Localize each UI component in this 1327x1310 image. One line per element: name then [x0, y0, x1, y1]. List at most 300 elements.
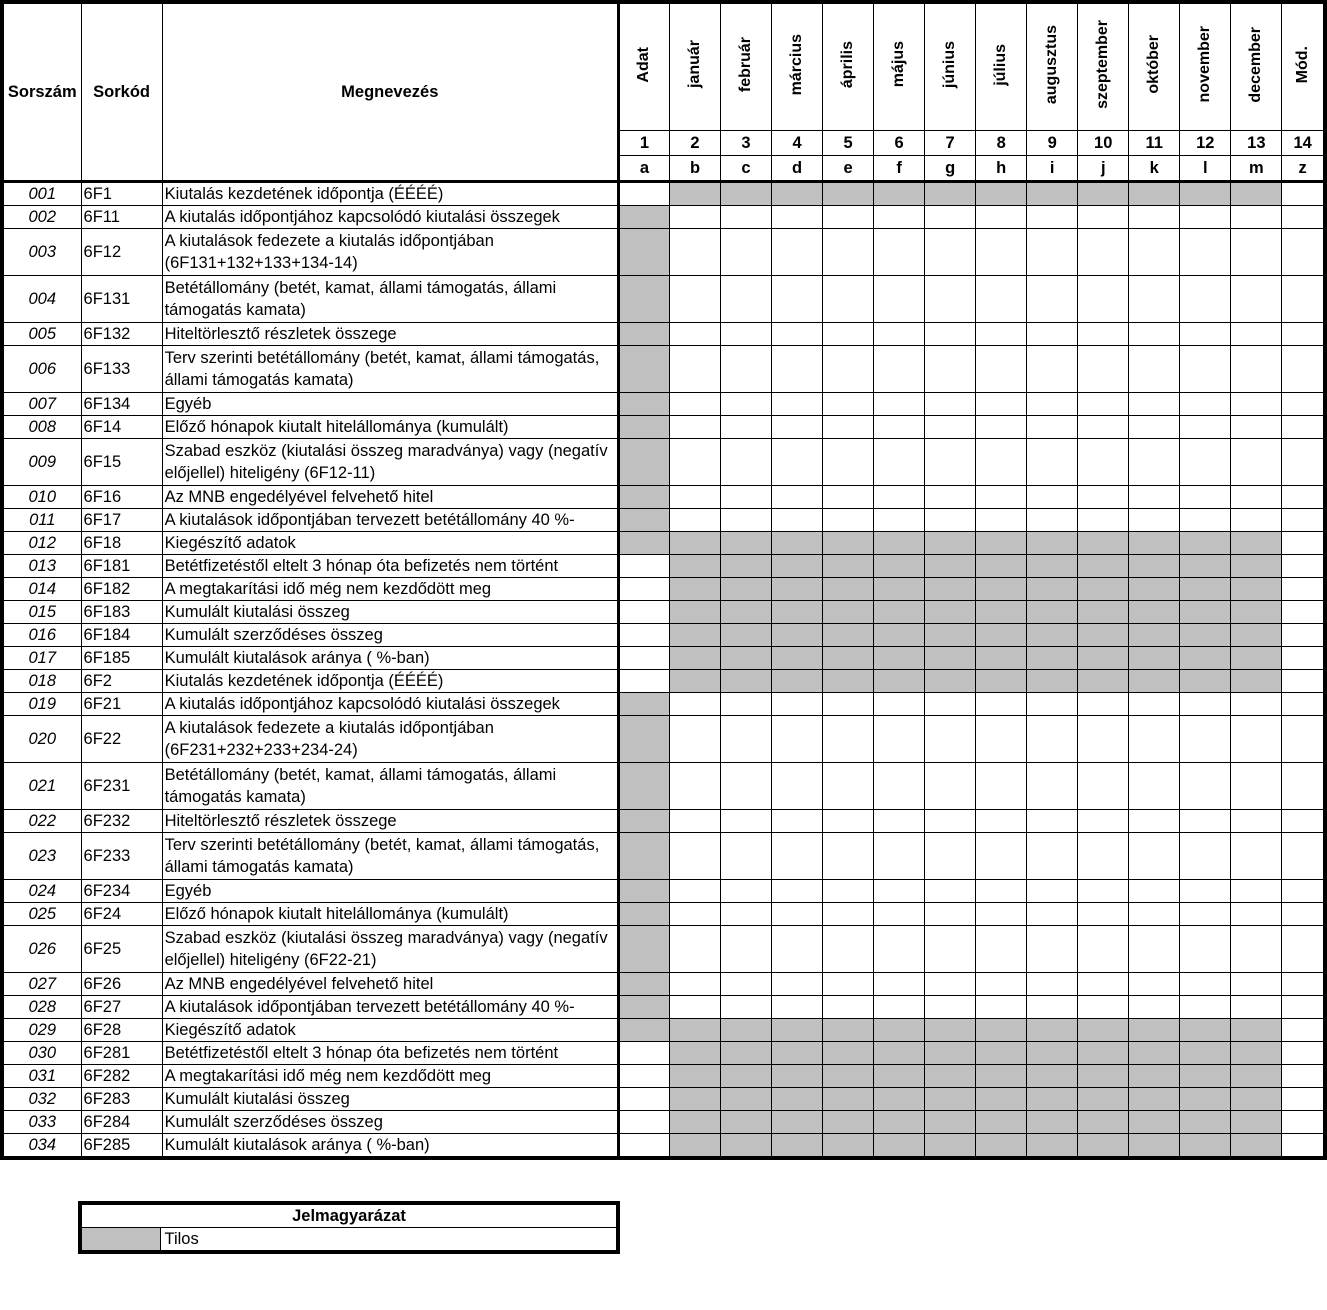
input-cell[interactable] — [1180, 880, 1231, 903]
input-cell[interactable] — [669, 486, 720, 509]
input-cell[interactable] — [1027, 716, 1078, 763]
input-cell[interactable] — [976, 229, 1027, 276]
input-cell[interactable] — [823, 926, 874, 973]
input-cell[interactable] — [1282, 996, 1325, 1019]
input-cell[interactable] — [721, 393, 772, 416]
input-cell[interactable] — [925, 763, 976, 810]
input-cell[interactable] — [1282, 1065, 1325, 1088]
input-cell[interactable] — [721, 229, 772, 276]
input-cell[interactable] — [1282, 416, 1325, 439]
input-cell[interactable] — [772, 346, 823, 393]
input-cell[interactable] — [1231, 880, 1282, 903]
input-cell[interactable] — [1027, 439, 1078, 486]
input-cell[interactable] — [669, 996, 720, 1019]
input-cell[interactable] — [1027, 693, 1078, 716]
input-cell[interactable] — [618, 1065, 669, 1088]
input-cell[interactable] — [874, 416, 925, 439]
input-cell[interactable] — [1027, 509, 1078, 532]
input-cell[interactable] — [669, 346, 720, 393]
header-megnevezes: Megnevezés — [162, 2, 618, 182]
input-cell[interactable] — [772, 833, 823, 880]
input-cell[interactable] — [1282, 1134, 1325, 1159]
input-cell[interactable] — [1129, 439, 1180, 486]
input-cell[interactable] — [1282, 532, 1325, 555]
input-cell[interactable] — [823, 716, 874, 763]
input-cell[interactable] — [721, 810, 772, 833]
input-cell[interactable] — [721, 416, 772, 439]
input-cell[interactable] — [1129, 833, 1180, 880]
input-cell[interactable] — [1282, 903, 1325, 926]
input-cell[interactable] — [1027, 903, 1078, 926]
input-cell[interactable] — [1282, 601, 1325, 624]
input-cell[interactable] — [1078, 996, 1129, 1019]
input-cell[interactable] — [1078, 206, 1129, 229]
input-cell[interactable] — [772, 393, 823, 416]
input-cell[interactable] — [1078, 693, 1129, 716]
input-cell[interactable] — [1231, 926, 1282, 973]
input-cell[interactable] — [1129, 486, 1180, 509]
row-number: 016 — [2, 624, 81, 647]
input-cell[interactable] — [925, 416, 976, 439]
input-cell[interactable] — [772, 693, 823, 716]
input-cell[interactable] — [925, 509, 976, 532]
input-cell[interactable] — [823, 763, 874, 810]
input-cell[interactable] — [1231, 393, 1282, 416]
input-cell[interactable] — [925, 393, 976, 416]
input-cell[interactable] — [925, 716, 976, 763]
input-cell[interactable] — [1180, 693, 1231, 716]
input-cell[interactable] — [669, 206, 720, 229]
input-cell[interactable] — [976, 439, 1027, 486]
input-cell[interactable] — [1129, 973, 1180, 996]
input-cell[interactable] — [721, 509, 772, 532]
input-cell[interactable] — [772, 996, 823, 1019]
input-cell[interactable] — [721, 276, 772, 323]
input-cell[interactable] — [823, 693, 874, 716]
input-cell[interactable] — [1231, 973, 1282, 996]
input-cell[interactable] — [874, 206, 925, 229]
input-cell[interactable] — [1282, 1042, 1325, 1065]
input-cell[interactable] — [1282, 323, 1325, 346]
input-cell[interactable] — [1282, 833, 1325, 880]
input-cell[interactable] — [823, 346, 874, 393]
input-cell[interactable] — [1180, 229, 1231, 276]
input-cell[interactable] — [618, 1111, 669, 1134]
input-cell[interactable] — [976, 880, 1027, 903]
input-cell[interactable] — [1078, 509, 1129, 532]
input-cell[interactable] — [721, 880, 772, 903]
input-cell[interactable] — [1231, 416, 1282, 439]
input-cell[interactable] — [976, 393, 1027, 416]
input-cell[interactable] — [669, 763, 720, 810]
input-cell[interactable] — [1027, 346, 1078, 393]
input-cell[interactable] — [925, 439, 976, 486]
input-cell[interactable] — [976, 206, 1027, 229]
input-cell[interactable] — [721, 996, 772, 1019]
input-cell[interactable] — [1282, 346, 1325, 393]
input-cell[interactable] — [1282, 509, 1325, 532]
input-cell[interactable] — [1180, 346, 1231, 393]
input-cell[interactable] — [823, 833, 874, 880]
input-cell[interactable] — [669, 276, 720, 323]
input-cell[interactable] — [669, 973, 720, 996]
input-cell[interactable] — [976, 346, 1027, 393]
forbidden-cell — [1129, 670, 1180, 693]
input-cell[interactable] — [1180, 716, 1231, 763]
input-cell[interactable] — [618, 555, 669, 578]
input-cell[interactable] — [823, 323, 874, 346]
input-cell[interactable] — [1078, 716, 1129, 763]
input-cell[interactable] — [1180, 439, 1231, 486]
input-cell[interactable] — [618, 670, 669, 693]
input-cell[interactable] — [1027, 229, 1078, 276]
input-cell[interactable] — [721, 973, 772, 996]
input-cell[interactable] — [1231, 996, 1282, 1019]
row-number: 010 — [2, 486, 81, 509]
input-cell[interactable] — [669, 693, 720, 716]
input-cell[interactable] — [925, 693, 976, 716]
input-cell[interactable] — [925, 323, 976, 346]
input-cell[interactable] — [1027, 486, 1078, 509]
input-cell[interactable] — [1078, 276, 1129, 323]
input-cell[interactable] — [1282, 206, 1325, 229]
input-cell[interactable] — [1078, 439, 1129, 486]
input-cell[interactable] — [1231, 323, 1282, 346]
input-cell[interactable] — [874, 763, 925, 810]
input-cell[interactable] — [1129, 810, 1180, 833]
input-cell[interactable] — [925, 276, 976, 323]
input-cell[interactable] — [1078, 486, 1129, 509]
input-cell[interactable] — [1180, 833, 1231, 880]
input-cell[interactable] — [1078, 973, 1129, 996]
input-cell[interactable] — [1027, 810, 1078, 833]
input-cell[interactable] — [1231, 346, 1282, 393]
input-cell[interactable] — [976, 810, 1027, 833]
table-row — [2, 1019, 1325, 1042]
input-cell[interactable] — [669, 716, 720, 763]
input-cell[interactable] — [925, 880, 976, 903]
input-cell[interactable] — [874, 323, 925, 346]
input-cell[interactable] — [772, 763, 823, 810]
input-cell[interactable] — [1282, 182, 1325, 206]
input-cell[interactable] — [1282, 716, 1325, 763]
input-cell[interactable] — [669, 926, 720, 973]
input-cell[interactable] — [721, 206, 772, 229]
input-cell[interactable] — [976, 323, 1027, 346]
input-cell[interactable] — [874, 693, 925, 716]
input-cell[interactable] — [823, 903, 874, 926]
input-cell[interactable] — [1231, 693, 1282, 716]
input-cell[interactable] — [721, 346, 772, 393]
input-cell[interactable] — [772, 323, 823, 346]
input-cell[interactable] — [874, 926, 925, 973]
input-cell[interactable] — [1282, 624, 1325, 647]
input-cell[interactable] — [1078, 810, 1129, 833]
input-cell[interactable] — [1180, 276, 1231, 323]
input-cell[interactable] — [1027, 206, 1078, 229]
forbidden-cell — [618, 763, 669, 810]
input-cell[interactable] — [772, 880, 823, 903]
input-cell[interactable] — [1129, 229, 1180, 276]
input-cell[interactable] — [1027, 833, 1078, 880]
input-cell[interactable] — [925, 996, 976, 1019]
input-cell[interactable] — [1180, 323, 1231, 346]
input-cell[interactable] — [772, 973, 823, 996]
input-cell[interactable] — [1231, 439, 1282, 486]
input-cell[interactable] — [1180, 393, 1231, 416]
input-cell[interactable] — [823, 509, 874, 532]
input-cell[interactable] — [669, 903, 720, 926]
input-cell[interactable] — [823, 996, 874, 1019]
input-cell[interactable] — [874, 509, 925, 532]
forbidden-cell — [1027, 670, 1078, 693]
input-cell[interactable] — [1231, 716, 1282, 763]
input-cell[interactable] — [669, 416, 720, 439]
input-cell[interactable] — [976, 996, 1027, 1019]
input-cell[interactable] — [1078, 903, 1129, 926]
input-cell[interactable] — [976, 416, 1027, 439]
input-cell[interactable] — [1129, 716, 1180, 763]
input-cell[interactable] — [772, 903, 823, 926]
input-cell[interactable] — [1078, 926, 1129, 973]
input-cell[interactable] — [1078, 323, 1129, 346]
input-cell[interactable] — [669, 323, 720, 346]
input-cell[interactable] — [1129, 323, 1180, 346]
column-number: 12 — [1180, 131, 1231, 156]
input-cell[interactable] — [1282, 555, 1325, 578]
input-cell[interactable] — [618, 1088, 669, 1111]
input-cell[interactable] — [669, 509, 720, 532]
input-cell[interactable] — [1129, 693, 1180, 716]
input-cell[interactable] — [1129, 926, 1180, 973]
input-cell[interactable] — [1231, 903, 1282, 926]
input-cell[interactable] — [669, 229, 720, 276]
input-cell[interactable] — [1282, 1088, 1325, 1111]
input-cell[interactable] — [1027, 416, 1078, 439]
input-cell[interactable] — [823, 973, 874, 996]
input-cell[interactable] — [1231, 276, 1282, 323]
input-cell[interactable] — [1078, 880, 1129, 903]
input-cell[interactable] — [874, 996, 925, 1019]
input-cell[interactable] — [976, 486, 1027, 509]
input-cell[interactable] — [1129, 763, 1180, 810]
input-cell[interactable] — [1180, 206, 1231, 229]
input-cell[interactable] — [925, 486, 976, 509]
input-cell[interactable] — [1180, 416, 1231, 439]
input-cell[interactable] — [874, 880, 925, 903]
input-cell[interactable] — [823, 810, 874, 833]
input-cell[interactable] — [1282, 578, 1325, 601]
input-cell[interactable] — [669, 810, 720, 833]
input-cell[interactable] — [1129, 416, 1180, 439]
input-cell[interactable] — [1282, 880, 1325, 903]
input-cell[interactable] — [669, 439, 720, 486]
input-cell[interactable] — [1180, 973, 1231, 996]
input-cell[interactable] — [1282, 670, 1325, 693]
input-cell[interactable] — [772, 416, 823, 439]
input-cell[interactable] — [772, 716, 823, 763]
input-cell[interactable] — [925, 346, 976, 393]
input-cell[interactable] — [1180, 763, 1231, 810]
input-cell[interactable] — [976, 276, 1027, 323]
input-cell[interactable] — [669, 880, 720, 903]
input-cell[interactable] — [1282, 1019, 1325, 1042]
input-cell[interactable] — [1078, 833, 1129, 880]
input-cell[interactable] — [1180, 486, 1231, 509]
input-cell[interactable] — [1027, 996, 1078, 1019]
input-cell[interactable] — [618, 624, 669, 647]
input-cell[interactable] — [1231, 763, 1282, 810]
input-cell[interactable] — [1231, 833, 1282, 880]
input-cell[interactable] — [669, 833, 720, 880]
input-cell[interactable] — [1129, 996, 1180, 1019]
input-cell[interactable] — [823, 880, 874, 903]
input-cell[interactable] — [874, 486, 925, 509]
input-cell[interactable] — [874, 810, 925, 833]
input-cell[interactable] — [1078, 393, 1129, 416]
input-cell[interactable] — [976, 903, 1027, 926]
input-cell[interactable] — [1231, 810, 1282, 833]
input-cell[interactable] — [823, 276, 874, 323]
input-cell[interactable] — [1078, 416, 1129, 439]
input-cell[interactable] — [721, 439, 772, 486]
input-cell[interactable] — [925, 833, 976, 880]
input-cell[interactable] — [618, 182, 669, 206]
input-cell[interactable] — [1129, 276, 1180, 323]
input-cell[interactable] — [976, 693, 1027, 716]
input-cell[interactable] — [874, 346, 925, 393]
input-cell[interactable] — [1282, 439, 1325, 486]
input-cell[interactable] — [976, 716, 1027, 763]
input-cell[interactable] — [1180, 810, 1231, 833]
input-cell[interactable] — [976, 973, 1027, 996]
input-cell[interactable] — [925, 206, 976, 229]
row-code: 6F285 — [81, 1134, 162, 1159]
input-cell[interactable] — [874, 229, 925, 276]
input-cell[interactable] — [1231, 509, 1282, 532]
input-cell[interactable] — [1027, 926, 1078, 973]
input-cell[interactable] — [618, 578, 669, 601]
input-cell[interactable] — [1027, 323, 1078, 346]
input-cell[interactable] — [721, 926, 772, 973]
input-cell[interactable] — [874, 973, 925, 996]
input-cell[interactable] — [925, 903, 976, 926]
input-cell[interactable] — [1282, 926, 1325, 973]
input-cell[interactable] — [976, 833, 1027, 880]
input-cell[interactable] — [772, 509, 823, 532]
input-cell[interactable] — [1180, 926, 1231, 973]
input-cell[interactable] — [618, 1134, 669, 1159]
input-cell[interactable] — [1027, 973, 1078, 996]
input-cell[interactable] — [1180, 903, 1231, 926]
row-name: Kumulált kiutalási összeg — [162, 1088, 618, 1111]
input-cell[interactable] — [618, 601, 669, 624]
input-cell[interactable] — [823, 206, 874, 229]
input-cell[interactable] — [772, 926, 823, 973]
input-cell[interactable] — [925, 926, 976, 973]
input-cell[interactable] — [1231, 229, 1282, 276]
input-cell[interactable] — [772, 439, 823, 486]
input-cell[interactable] — [1282, 276, 1325, 323]
input-cell[interactable] — [1282, 693, 1325, 716]
input-cell[interactable] — [1078, 229, 1129, 276]
input-cell[interactable] — [1078, 763, 1129, 810]
input-cell[interactable] — [721, 693, 772, 716]
input-cell[interactable] — [874, 276, 925, 323]
input-cell[interactable] — [1129, 880, 1180, 903]
input-cell[interactable] — [1027, 880, 1078, 903]
input-cell[interactable] — [874, 903, 925, 926]
input-cell[interactable] — [721, 716, 772, 763]
input-cell[interactable] — [823, 393, 874, 416]
input-cell[interactable] — [772, 206, 823, 229]
input-cell[interactable] — [1129, 903, 1180, 926]
input-cell[interactable] — [721, 323, 772, 346]
input-cell[interactable] — [721, 903, 772, 926]
input-cell[interactable] — [1027, 393, 1078, 416]
input-cell[interactable] — [772, 810, 823, 833]
input-cell[interactable] — [721, 486, 772, 509]
input-cell[interactable] — [1282, 810, 1325, 833]
input-cell[interactable] — [1129, 206, 1180, 229]
input-cell[interactable] — [874, 833, 925, 880]
input-cell[interactable] — [618, 647, 669, 670]
input-cell[interactable] — [669, 393, 720, 416]
input-cell[interactable] — [1282, 1111, 1325, 1134]
input-cell[interactable] — [976, 926, 1027, 973]
input-cell[interactable] — [1282, 647, 1325, 670]
input-cell[interactable] — [1129, 346, 1180, 393]
input-cell[interactable] — [1282, 763, 1325, 810]
input-cell[interactable] — [925, 973, 976, 996]
input-cell[interactable] — [823, 416, 874, 439]
input-cell[interactable] — [1078, 346, 1129, 393]
input-cell[interactable] — [1180, 996, 1231, 1019]
input-cell[interactable] — [874, 393, 925, 416]
input-cell[interactable] — [1282, 486, 1325, 509]
input-cell[interactable] — [823, 229, 874, 276]
input-cell[interactable] — [1231, 486, 1282, 509]
input-cell[interactable] — [1282, 393, 1325, 416]
forbidden-cell — [1231, 532, 1282, 555]
input-cell[interactable] — [976, 763, 1027, 810]
input-cell[interactable] — [1027, 763, 1078, 810]
input-cell[interactable] — [1129, 509, 1180, 532]
input-cell[interactable] — [772, 276, 823, 323]
input-cell[interactable] — [1282, 229, 1325, 276]
input-cell[interactable] — [721, 763, 772, 810]
row-name: A kiutalás időpontjához kapcsolódó kiutalási összegek — [162, 206, 618, 229]
input-cell[interactable] — [925, 810, 976, 833]
input-cell[interactable] — [772, 486, 823, 509]
input-cell[interactable] — [618, 1042, 669, 1065]
input-cell[interactable] — [823, 486, 874, 509]
input-cell[interactable] — [772, 229, 823, 276]
input-cell[interactable] — [1180, 509, 1231, 532]
input-cell[interactable] — [1027, 276, 1078, 323]
input-cell[interactable] — [1282, 973, 1325, 996]
input-cell[interactable] — [1231, 206, 1282, 229]
row-code: 6F17 — [81, 509, 162, 532]
input-cell[interactable] — [874, 439, 925, 486]
input-cell[interactable] — [874, 716, 925, 763]
input-cell[interactable] — [976, 509, 1027, 532]
input-cell[interactable] — [721, 833, 772, 880]
input-cell[interactable] — [925, 229, 976, 276]
input-cell[interactable] — [823, 439, 874, 486]
input-cell[interactable] — [1129, 393, 1180, 416]
column-header-label: január — [685, 40, 703, 89]
